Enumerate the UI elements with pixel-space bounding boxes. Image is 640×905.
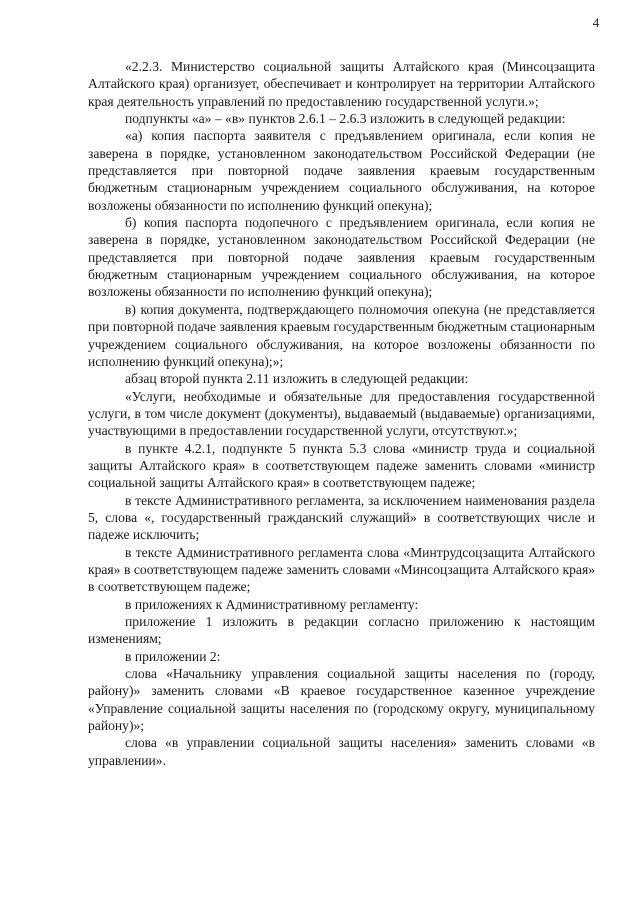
paragraph-mintrud-replace: в тексте Административного регламента слова «Минтрудсоцзащита Алтайского края» в соответствующем падеже заменить словами «Минсоцзащита Алтайского края» в соответствующем падеже; (88, 544, 595, 595)
paragraph-item-a: «а) копия паспорта заявителя с предъявлением оригинала, если копия не заверена в порядке, установленном законодательством Российской Федерации (не представляется при повторной подаче заявления краевым государственным бюджетным стационарным учреждением социального обслуживания, на которое возложены обязанности по исполнению функций опекуна); (88, 128, 595, 213)
paragraph-2-11-intro: абзац второй пункта 2.11 изложить в следующей редакции: (125, 371, 469, 387)
paragraph-appendix-2-intro: в приложении 2: (125, 648, 221, 664)
paragraph-appendices-intro: в приложениях к Административному регламенту: (125, 596, 419, 612)
paragraph-section-5: в тексте Административного регламента, за исключением наименования раздела 5, слова «, государственный гражданский служащий» в соответствующих числе и падеже исключить; (88, 492, 595, 543)
paragraph-subitems-intro: подпункты «а» – «в» пунктов 2.6.1 – 2.6.3 изложить в следующей редакции: (125, 111, 566, 127)
paragraph-appendix-2-words-2: слова «в управлении социальной защиты населения» заменить словами «в управлении». (88, 735, 595, 768)
page-number: 4 (592, 15, 600, 30)
document-body (88, 58, 595, 769)
paragraph-item-b: б) копия паспорта подопечного с предъявлением оригинала, если копия не заверена в порядке, установленном законодательством Российской Федерации (не представляется при повторной подаче заявления краевым государственным бюджетным стационарным учреждением социального обслуживания, на которое возложены обязанности по исполнению функций опекуна); (88, 215, 595, 300)
paragraph-appendix-2-words-1: слова «Начальнику управления социальной защиты населения по (городу, району)» заменить словами «В краевое государственное казенное учреждение «Управление социальной защиты населения по (городскому округу, муниципальному району)»; (88, 666, 595, 734)
paragraph-2-2-3: «2.2.3. Министерство социальной защиты Алтайского края (Минсоцзащита Алтайского края) организует, обеспечивает и контролирует на территории Алтайского края деятельность управлений по предоставлению государственной услуги.»; (88, 59, 595, 109)
paragraph-4-2-1: в пункте 4.2.1, подпункте 5 пункта 5.3 слова «министр труда и социальной защиты Алтайского края» в соответствующем падеже заменить словами «министр социальной защиты Алтайского края» в соответствующем падеже; (88, 440, 595, 491)
paragraph-appendix-1: приложение 1 изложить в редакции согласно приложению к настоящим изменениям; (88, 614, 595, 647)
paragraph-2-11-text: «Услуги, необходимые и обязательные для предоставления государственной услуги, в том числе документ (документы), выдаваемый (выдаваемые) организациями, участвующими в предоставлении государственной услуги, отсутствуют.»; (88, 388, 595, 439)
paragraph-item-v: в) копия документа, подтверждающего полномочия опекуна (не представляется при повторной подаче заявления краевым государственным бюджетным стационарным учреждением социального обслуживания, на которое возложены обязанности по исполнению функций опекуна);»; (88, 301, 595, 369)
